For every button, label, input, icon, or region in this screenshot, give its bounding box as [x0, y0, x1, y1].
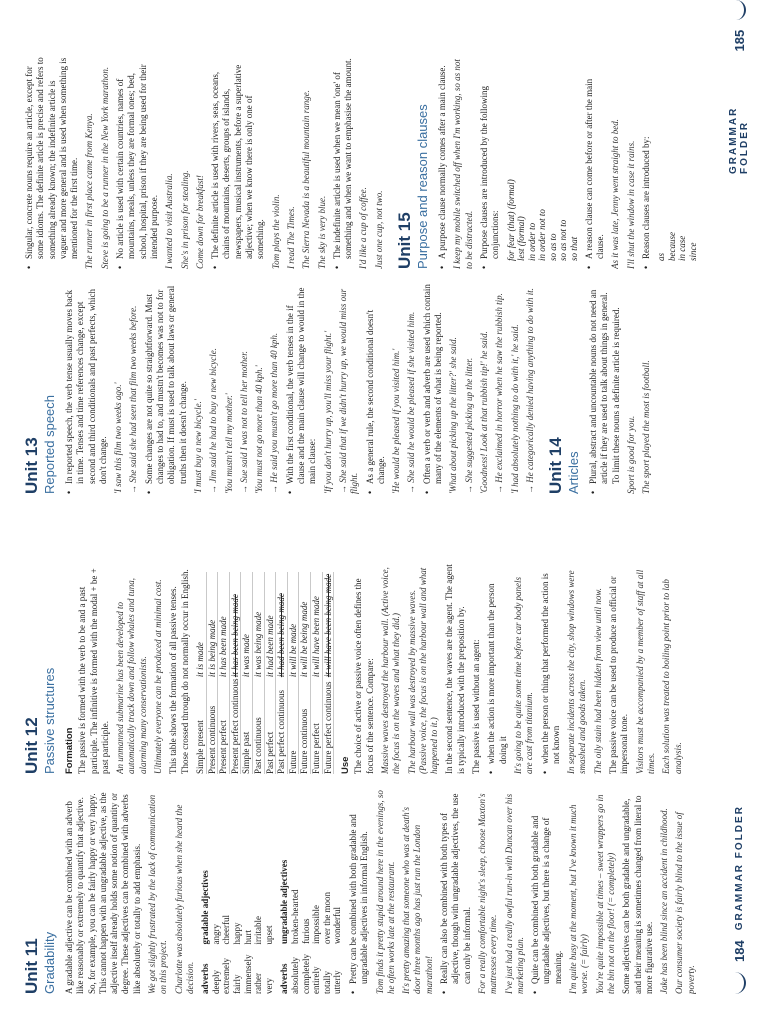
unit-13-example: 'I saw this film two weeks ago.' — [113, 382, 124, 494]
table-row: utterly wonderful — [332, 907, 343, 994]
table-row: Present perfect continuous it has been being made — [229, 572, 241, 774]
use-text: The choice of active or passive voice often defines the focus of the sentence. Compare: — [353, 578, 375, 774]
table-row: Future continuous it will be being made — [299, 572, 311, 774]
table-row: Future it will be made — [287, 572, 299, 774]
unit-13-subtitle: Reported speech — [42, 394, 57, 494]
unit-13-example: → She suggested picking up the litter. — [463, 357, 474, 494]
unit-14-example: Tom plays the violin. — [270, 194, 281, 269]
unit-13-example: → Jim said he had to buy a new bicycle. — [208, 348, 219, 494]
unit-13-example: → She said he would be pleased if she visited him. — [406, 311, 417, 494]
table-row: deeply angry — [210, 924, 221, 994]
swoosh-icon — [732, 972, 746, 994]
unit-15-example: I keep my mobile switched off when I'm working, so as not to be distracted. — [452, 59, 474, 269]
table-row: Past perfect it had been made — [264, 572, 276, 774]
conjunction-list — [506, 54, 580, 261]
unit-14-example: The sky is very blue. — [316, 195, 327, 269]
unit-13-example: 'You must not go more than 40 kph.' — [254, 365, 265, 494]
bullet-point: • The indefinite article is used when we mean 'one' of something and when we want to emphasise the amount. — [332, 54, 355, 269]
list-item: so that — [569, 236, 580, 261]
unit-13-example: 'I must buy a new bicycle.' — [192, 399, 203, 494]
bullet-point: • Often a verb or verb and adverb are used which contain many of the elements of what is being reported. — [422, 284, 445, 494]
unit-13-example: → He exclaimed in horror when he saw the rubbish tip. — [494, 293, 505, 494]
table-intro: This table shows the formation of all passive tenses. Those crossed through do not normally occur in English. — [168, 569, 190, 774]
passive-tenses-table — [195, 572, 334, 774]
bullet-point: • Reason clauses are introduced by: — [641, 54, 652, 269]
list-item: in order not to — [537, 209, 548, 261]
unit-11-example: Our consumer society is fairly blind to the issue of poverty. — [674, 812, 696, 994]
table-header: ungradable adjectives — [279, 859, 290, 944]
list-item: lest (formal) — [516, 216, 527, 261]
unit-15-title: Unit 15 — [395, 212, 415, 269]
unit-14-example: Sport is good for you. — [625, 415, 636, 494]
unit-11-example: Jake has been blind since an accident in childhood. — [659, 808, 670, 994]
unit-14-example: Come down for breakfast! — [194, 175, 205, 269]
table-row: extremely cheerful — [221, 915, 232, 994]
use-heading: Use — [340, 756, 352, 774]
list-item: so as not to — [558, 219, 569, 261]
unit-12-example: Ultimately everyone can be produced at minimal cost. — [153, 579, 164, 774]
unit-12-example: It's going to be quite some time before car body panels are cast from titanium. — [512, 576, 535, 774]
unit-13-example: 'You mustn't tell my mother.' — [223, 393, 234, 494]
bullet-point: • As a general rule, the second conditional doesn't change. — [365, 284, 388, 494]
table-row: immensely hurt — [242, 930, 253, 994]
list-item: since — [687, 242, 698, 261]
unit-13-example: 'What about picking up the litter?' she said. — [448, 337, 459, 494]
unit-14-example: The Sierra Nevada is a beautiful mountain range. — [301, 90, 312, 269]
unit-13-example: → Sue said I was not to tell her mother. — [238, 351, 249, 494]
gradable-table — [200, 860, 274, 994]
unit-12-example: Massive waves destroyed the harbour wall. (Active voice, the focus is on the waves and what they did.) — [379, 567, 402, 774]
swoosh-icon — [732, 0, 746, 20]
table-row: entirely impossible — [311, 904, 322, 994]
unit-12-example: In separate incidents across the city, shop windows were smashed and goods taken. — [566, 570, 588, 774]
list-item: for fear (that) (formal) — [505, 179, 516, 261]
table-row: Simple present it is made — [195, 572, 206, 774]
bullet-point: • when the action is more important than the person doing it — [486, 564, 509, 774]
page-number-right: 185 — [731, 29, 747, 52]
bullet-point: • In reported speech, the verb tense usually moves back in time. Tenses and time references change, except second and third conditionals and past perfects, which don't change. — [64, 284, 109, 494]
unit-13-title: Unit 13 — [22, 437, 41, 494]
conjunction-list — [656, 54, 698, 261]
unit-12-subtitle: Passive structures — [42, 667, 57, 774]
unit-12-example: Each solution was treated to boiling point prior to lab analysis. — [661, 579, 683, 774]
bullet-point: • Really can also be combined with both types of adjective, though with ungradable adjectives, the use can only be informal. — [439, 789, 473, 994]
bullet-point: • A reason clause can come before or after the main clause. — [584, 54, 607, 269]
ungradable-table — [279, 850, 343, 994]
unit-13-example: → She said she had seen that film two weeks before. — [128, 305, 139, 494]
unit-11-example: For a really comfortable night's sleep, choose Maxton's mattresses every time. — [476, 793, 499, 994]
table-row: Past continuous it was being made — [252, 572, 264, 774]
use-text: The passive is used without an agent: — [471, 639, 482, 774]
bullet-point: • Some changes are not quite so straightforward. Must changes to had to, and mustn't becomes was not to for obligation. If must is used to talk about laws or general truths then it doesn't change. — [144, 284, 189, 494]
unit-13-example: 'If you don't hurry up, you'll miss your flight.' — [322, 330, 333, 494]
list-item: in order to — [526, 222, 537, 261]
unit-12-example: An unmanned submarine has been developed to automatically track down and follow whales and tuna, alarming many conservationists. — [115, 578, 148, 774]
formation-heading: Formation — [64, 727, 75, 774]
unit-11-subtitle: Gradability — [42, 931, 57, 994]
unit-11-example: We got slightly frustrated by the lack of communication on this project. — [147, 794, 169, 994]
unit-12-example: The harbour wall was destroyed by massive waves. (Passive voice, the focus is on the harbour wall and what happened to it.) — [406, 567, 440, 774]
bullet-point: • Purpose clauses are introduced by the following conjunctions: — [479, 54, 502, 269]
unit-12-example: The oily stain had been hidden from view until now. — [592, 588, 603, 774]
unit-13-example: 'I had absolutely nothing to do with it,' he said. — [509, 324, 520, 494]
unit-11-example: Tom finds it pretty stupid around here in the evenings, so he often works late at the restaurant. — [374, 790, 396, 994]
unit-13-example: 'Goodness! Look at that rubbish tip!' he said. — [478, 331, 489, 494]
unit-11-example: It's pretty amazing that someone who was at death's door three months ago has just run the London marathon! — [401, 806, 434, 994]
bullet-point: • A purpose clause normally comes after a main clause. — [437, 54, 448, 269]
column-unit-11 — [18, 789, 718, 994]
table-row: absolutely broken-hearted — [290, 889, 301, 994]
list-item: as — [656, 252, 667, 261]
footer-label-right: GRAMMAR FOLDER — [728, 106, 750, 174]
unit-11-example: Charlotte was absolutely furious when she heard the decision. — [173, 804, 195, 994]
bullet-point: • Singular, concrete nouns require an article, except for some idioms. The definite article is precise and refers to something already known; the indefinite article is vaguer and more general and is used when something is mentioned for the first time. — [24, 54, 80, 269]
page-number-left: 184 — [731, 940, 747, 962]
bullet-point: • Pretty can be combined with both gradable and ungradable adjectives in informal English. — [348, 789, 371, 994]
unit-12-example: Visitors must be accompanied by a member of staff at all times. — [634, 569, 656, 774]
table-row: Present perfect it has been made — [218, 572, 230, 774]
unit-11-example: You're quite impossible at times – sweet wrappers go in the bin not on the floor! (= completely) — [594, 794, 616, 994]
table-header: adverbs — [279, 963, 290, 994]
bullet-point: • when the person or thing that performed the action is not known — [540, 564, 563, 774]
bullet-point: • No article is used with certain countries, names of mountains, meals, unless they are formal ones; bed, school, hospital, prison if they are being used for their intended purpose. — [115, 54, 160, 269]
unit-14-example: I wanted to visit Australia. — [164, 173, 175, 269]
unit-13-example: → He said you mustn't go more than 40 kph. — [269, 332, 280, 494]
table-row: Past perfect continuous it had been being made — [276, 572, 288, 774]
table-row: totally over the moon — [321, 892, 332, 994]
table-row: Simple past it was made — [241, 572, 253, 774]
unit-15-subtitle: Purpose and reason clauses — [415, 104, 431, 269]
unit-11-example: I've just had a really awful run-in with Duncan over his marketing plan. — [503, 793, 525, 994]
list-item: in case — [677, 235, 688, 261]
table-header: gradable adjectives — [200, 870, 211, 945]
unit-14-example: I'd like a cup of coffee. — [358, 187, 369, 269]
unit-14-title: Unit 14 — [546, 437, 566, 494]
bullet-point: • The definite article is used with rivers, seas, oceans, chains of mountains, deserts, groups of islands, newspapers, musical instruments, before a superlative adjective; when we know there is only one of something. — [210, 54, 266, 269]
footer-label-left: GRAMMAR FOLDER — [733, 805, 745, 931]
use-text: In the second sentence, the waves are the agent. The agent is typically introduced with the preposition by. — [444, 564, 466, 774]
footer-right — [724, 0, 754, 174]
bullet-point: • Plural, abstract and uncountable nouns do not need an article if they are used to talk about things in general. To limit these nouns a definite article is required. — [588, 284, 622, 494]
unit-14-example: Just one cup, not two. — [373, 190, 384, 269]
unit-11-intro: A gradable adjective can be combined with an adverb like reasonably or extremely to quantify that adjective. So, for example, you can be fairly happy or very happy. This cannot happen with an ungradable adjective, as the adjective itself already holds some notion of quantity or degree. These adjectives can be combined with adverbs like absolutely or totally to add emphasis. — [64, 792, 142, 994]
table-row: fairly happy — [232, 922, 243, 994]
unit-14-example: I read The Times. — [285, 206, 296, 269]
formation-text: The passive is formed with the verb to be and a past participle. The infinitive is formed with the modal + be + past participle. — [77, 568, 110, 774]
bullet-point: • With the first conditional, the verb tenses in the if clause and the main clause will change to would in the main clause: — [285, 284, 319, 494]
unit-15-example: As it was late, Jenny went straight to bed. — [610, 119, 621, 269]
unit-14-example: The runner in first place came from Kenya. — [84, 113, 95, 269]
use-text: The passive voice can be used to produce an official or impersonal tone. — [608, 576, 630, 774]
table-header: adverbs — [200, 963, 211, 994]
table-row: completely furious — [300, 918, 311, 994]
unit-11-paragraph: Some adjectives can be both gradable and ungradable, and their meaning is sometimes changed from literal to more figurative use. — [621, 795, 654, 994]
table-row: Present continuous it is being made — [206, 572, 218, 774]
list-item: so as to — [547, 233, 558, 261]
column-unit-15 — [18, 54, 718, 269]
unit-14-subtitle: Articles — [566, 451, 582, 494]
unit-14-example: The sport played the most is football. — [641, 360, 652, 494]
table-row: rather irritable — [253, 916, 264, 994]
column-unit-12 — [18, 564, 718, 774]
list-item: because — [666, 232, 677, 261]
footer-left — [724, 805, 754, 994]
unit-13-example: → He categorically denied having anything to do with it. — [524, 288, 535, 494]
table-row: very upset — [263, 925, 274, 994]
unit-12-title: Unit 12 — [22, 717, 41, 774]
unit-11-title: Unit 11 — [22, 938, 41, 994]
column-unit-13 — [18, 284, 718, 494]
bullet-point: • Quite can be combined with both gradable and ungradable adjectives, but there is a change of meaning. — [530, 789, 564, 994]
table-row: Future perfect continuous it will have been being made — [322, 573, 333, 774]
unit-14-example: She's in prison for stealing. — [179, 170, 190, 269]
unit-14-example: Steve is going to be a runner in the New York marathon. — [99, 66, 110, 269]
table-row: Future perfect it will have been made — [310, 572, 322, 774]
unit-13-example: 'He would be pleased if you visited him.' — [391, 348, 402, 494]
unit-13-example: → She said that if we didn't hurry up, we would miss our flight. — [337, 288, 360, 494]
unit-11-example: I'm quite busy at the moment, but I've known it much worse. (= fairly) — [568, 804, 590, 994]
unit-15-example: I'll shut the window in case it rains. — [625, 140, 636, 269]
